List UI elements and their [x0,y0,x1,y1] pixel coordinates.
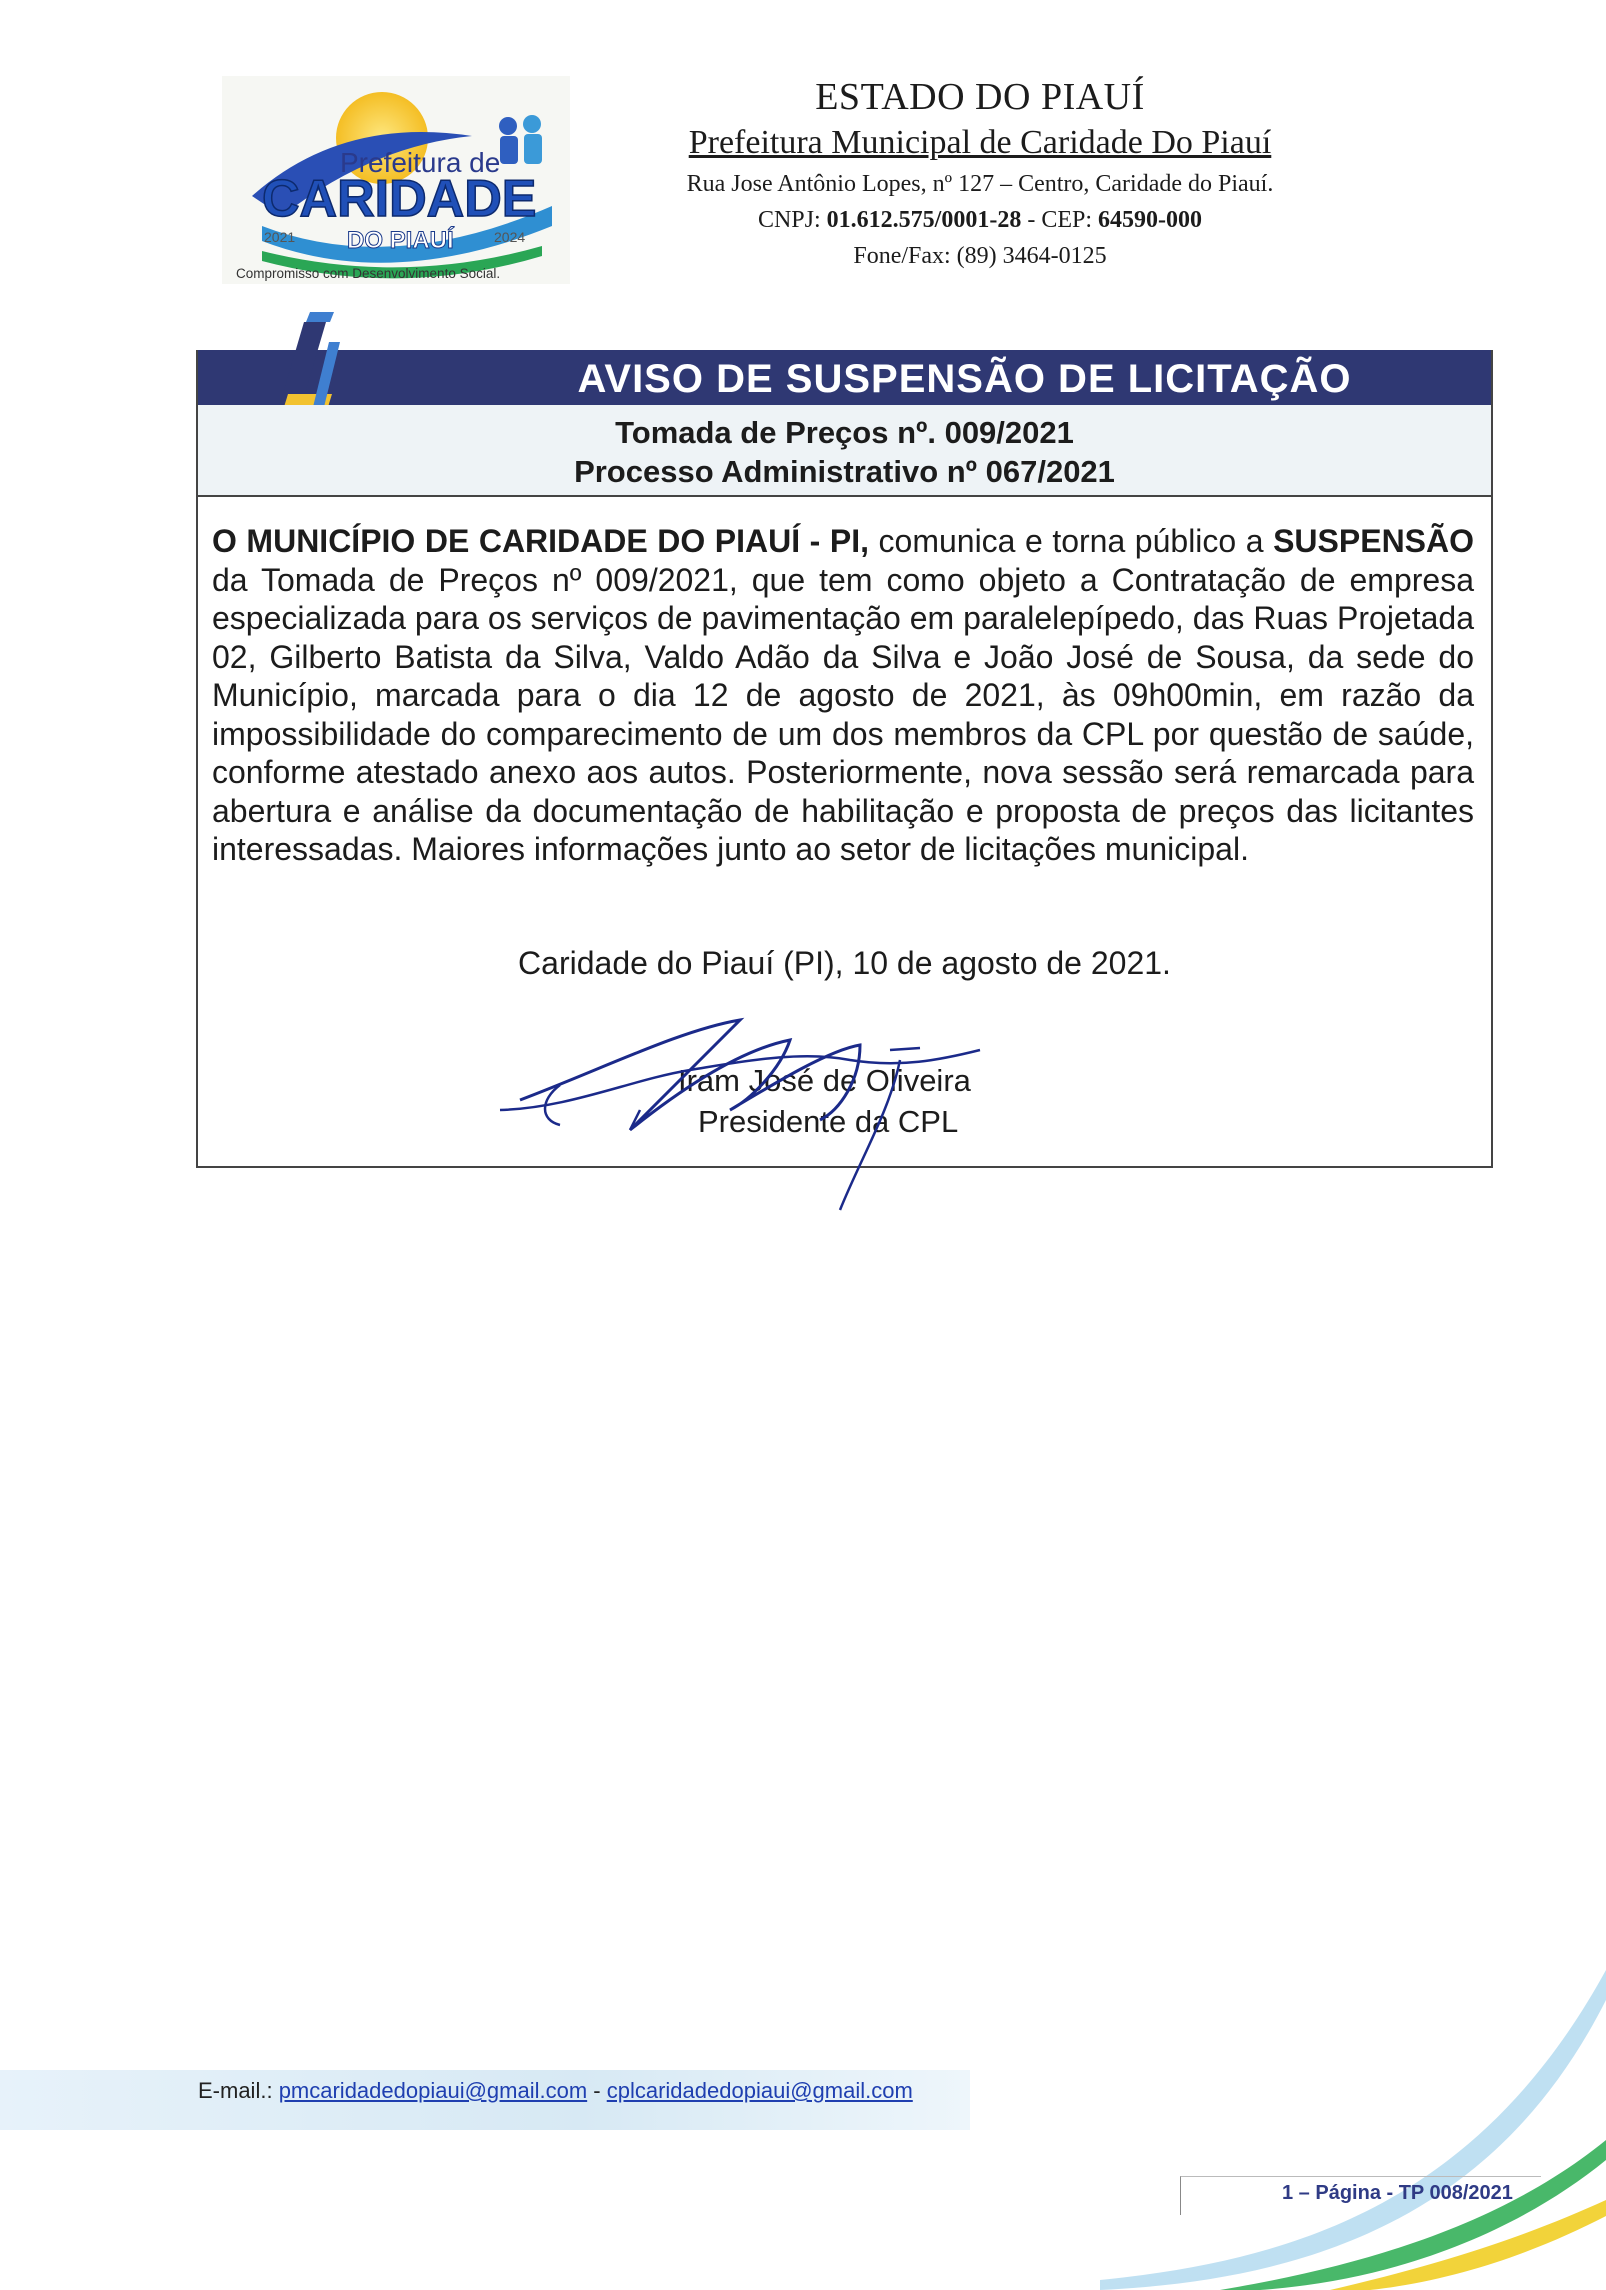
body-text-1: comunica e torna público a [868,523,1274,559]
email-pm-link[interactable]: pmcaridadedopiaui@gmail.com [278,2078,588,2103]
prefeitura-logo [222,76,570,284]
cnpj-value: 01.612.575/0001-28 [826,207,1022,233]
body-bold-municipio: O MUNICÍPIO DE CARIDADE DO PIAUÍ - PI, [212,523,869,559]
logo-main-text: CARIDADE [262,170,537,228]
email-cpl-link[interactable]: cplcaridadedopiaui@gmail.com [606,2078,913,2103]
cep-label: - CEP: [1027,207,1093,233]
email-label: E-mail.: [198,2078,273,2103]
logo-year-right: 2024 [494,229,526,245]
logo-year-left: 2021 [264,229,296,245]
notice-subhead [198,405,1491,497]
prefeitura-name: Prefeitura Municipal de Caridade Do Piauí [688,124,1272,161]
email-separator: - [587,2078,607,2103]
notice-title: AVISO DE SUSPENSÃO DE LICITAÇÃO [577,357,1352,401]
letterhead [600,74,1360,274]
cnpj-label: CNPJ: [757,207,821,233]
address: Rua Jose Antônio Lopes, nº 127 – Centro, Caridade do Piauí. [686,171,1274,197]
cnpj-line [600,202,1360,238]
tomada-precos: Tomada de Preços nº. 009/2021 [615,415,1074,450]
body-bold-suspensao: SUSPENSÃO [1273,523,1475,559]
body-text-2: da Tomada de Preços nº 009/2021, que tem como objeto a Contratação de empresa especializada para os serviços de pavimentação em paralelepípedo, das Ruas Projetada 02, Gilberto Batista da Silva, Valdo Adão da Silva e João José de Sousa, da sede do Município, marcada para o dia 12 de agosto de 2021, às 09h00min, em razão da impossibilidade do comparecimento de um dos membros da CPL por questão de saúde, conforme atestado anexo aos autos. Posteriormente, nova sessão será remarcada para abertura e análise da documentação de habilitação e proposta de preços das licitantes interessadas. Maiores informações junto ao setor de licitações municipal. [212,561,1474,867]
notice-body [212,522,1474,869]
page-number: 1 – Página - TP 008/2021 [1282,2182,1513,2204]
signer-role: Presidente da CPL [698,1104,959,1139]
logo-sub-text: DO PIAUÍ [347,227,454,254]
footer-swoosh-decoration [1100,1960,1606,2290]
cep-value: 64590-000 [1098,207,1203,233]
date-line: Caridade do Piauí (PI), 10 de agosto de 2021. [518,945,1171,981]
title-emblem-icon [244,312,354,412]
processo-administrativo: Processo Administrativo nº 067/2021 [574,454,1115,489]
notice-title-bar [198,350,1491,405]
logo-slogan: Compromisso com Desenvolvimento Social. [236,266,501,281]
phone: Fone/Fax: (89) 3464-0125 [853,243,1107,269]
state-name: ESTADO DO PIAUÍ [815,76,1145,118]
logo-top-text: Prefeitura de [340,147,501,178]
footer-email-line [198,2078,913,2104]
handwritten-signature [480,990,1040,1230]
signer-name: Iram José de Oliveira [678,1063,971,1098]
